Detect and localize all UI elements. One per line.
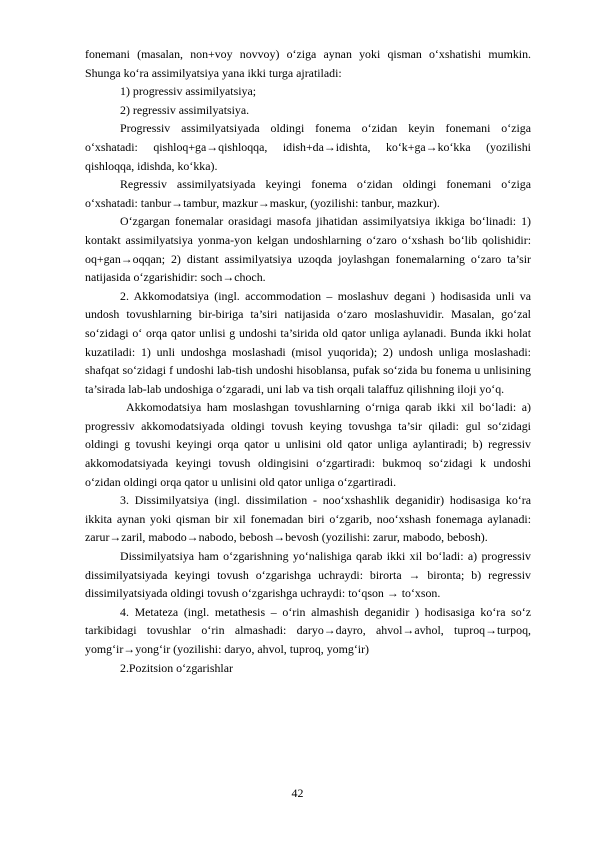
paragraph-dissimilation: 3. Dissimilyatsiya (ingl. dissimilation - noo‘xshashlik deganidir) hodisasiga ko‘ra ikkita aynan yoki qisman bir xil fonemadan biri o‘zgarib, noo‘xshash fonemaga aylanadi: zarur→zaril, mabodo→nabodo, bebosh→bevosh (yozilishi: zarur, mabodo, bebosh). [85,493,531,545]
document-page [85,45,531,677]
paragraph-dissimilation-types: Dissimilyatsiya ham o‘zgarishning yo‘nalishiga qarab ikki xil bo‘ladi: a) progressiv dissimilyatsiyada keyingi tovush o‘zgarishga uchraydi: birorta → bironta; b) regressiv dissimilyatsiyada oldingi tovush o‘zgarishga uchraydi: to‘qson → to‘xson. [85,549,531,601]
paragraph-assimilation-intro: fonemani (masalan, non+voy novvoy) o‘ziga aynan yoki qisman o‘xshatishi mumkin. Shunga ko‘ra assimilyatsiya yana ikki turga ajratiladi: [85,47,531,80]
paragraph-regressive-assimilation: Regressiv assimilyatsiyada keyingi fonema o‘zidan oldingi fonemani o‘ziga o‘xshatadi: tanbur→tambur, mazkur→maskur, (yozilishi: tanbur, mazkur). [85,177,531,210]
paragraph-metathesis: 4. Metateza (ingl. metathesis – o‘rin almashish deganidir ) hodisasiga ko‘ra so‘z tarkibidagi tovushlar o‘rin almashadi: daryo→dayro, ahvol→avhol, tuproq→turpoq, yomg‘ir→yong‘ir (yozilishi: daryo, ahvol, tuproq, yomg‘ir) [85,604,531,656]
paragraph-progressive-assimilation: Progressiv assimilyatsiyada oldingi fonema o‘zidan keyin fonemani o‘ziga o‘xshatadi: qishloq+ga→qishloqqa, idish+da→idishta, ko‘k+ga→ko‘kka (yozilishi qishloqqa, idishda, ko‘kka). [85,121,531,173]
paragraph-accommodation: 2. Akkomodatsiya (ingl. accommodation – moslashuv degani ) hodisasida unli va undosh tovushlarning bir-biriga ta’siri natijasida o‘zaro moslashuvidir. Masalan, go‘zal so‘zidagi o‘ orqa qator unlisi g undoshi ta’sirida old qator unliga aylanadi. Bunda ikki holat kuzatiladi: 1) unli undoshga moslashadi (misol yuqorida); 2) undosh unliga moslashadi: shafqat so‘zidagi f undoshi lab-tish undoshi hisoblansa, pufak so‘zida bu fonema u unlisining ta’sirada lab-lab undoshiga o‘zgaradi, uni lab va tish orqali talaffuz qilishning iloji yo‘q. [85,288,531,396]
page-number: 42 [291,786,304,800]
section-heading-positional: 2.Pozitsion o‘zgarishlar [120,660,233,675]
list-item-progressive: 1) progressiv assimilyatsiya; [120,84,257,99]
paragraph-contact-distant: O‘zgargan fonemalar orasidagi masofa jihatidan assimilyatsiya ikkiga bo‘linadi: 1) kontakt assimilyatsiya yonma-yon kelgan undoshlarning o‘zaro o‘xshash bo‘lib qolishidir: oq+gan→oqqan; 2) distant assimilyatsiya uzoqda joylashgan fonemalarning o‘zaro ta’sir natijasida o‘zgarishidir: soch→choch. [85,214,531,285]
list-item-regressive: 2) regressiv assimilyatsiya. [120,102,250,117]
paragraph-accommodation-types: Akkomodatsiya ham moslashgan tovushlarning o‘rniga qarab ikki xil bo‘ladi: a) progressiv akkomodatsiyada oldingi tovush keying tovushga ta’sir qiladi: gul so‘zidagi oldingi g tovushi keyingi orqa qator u unlisini old qator unliga aylantiradi; b) regressiv akkomodatsiyada keyingi tovush oldingisini o‘zgartiradi: bukmoq so‘zidagi k undoshi o‘zidan oldingi orqa qator u unlisini old qator unliga o‘zgartiradi. [85,400,531,489]
